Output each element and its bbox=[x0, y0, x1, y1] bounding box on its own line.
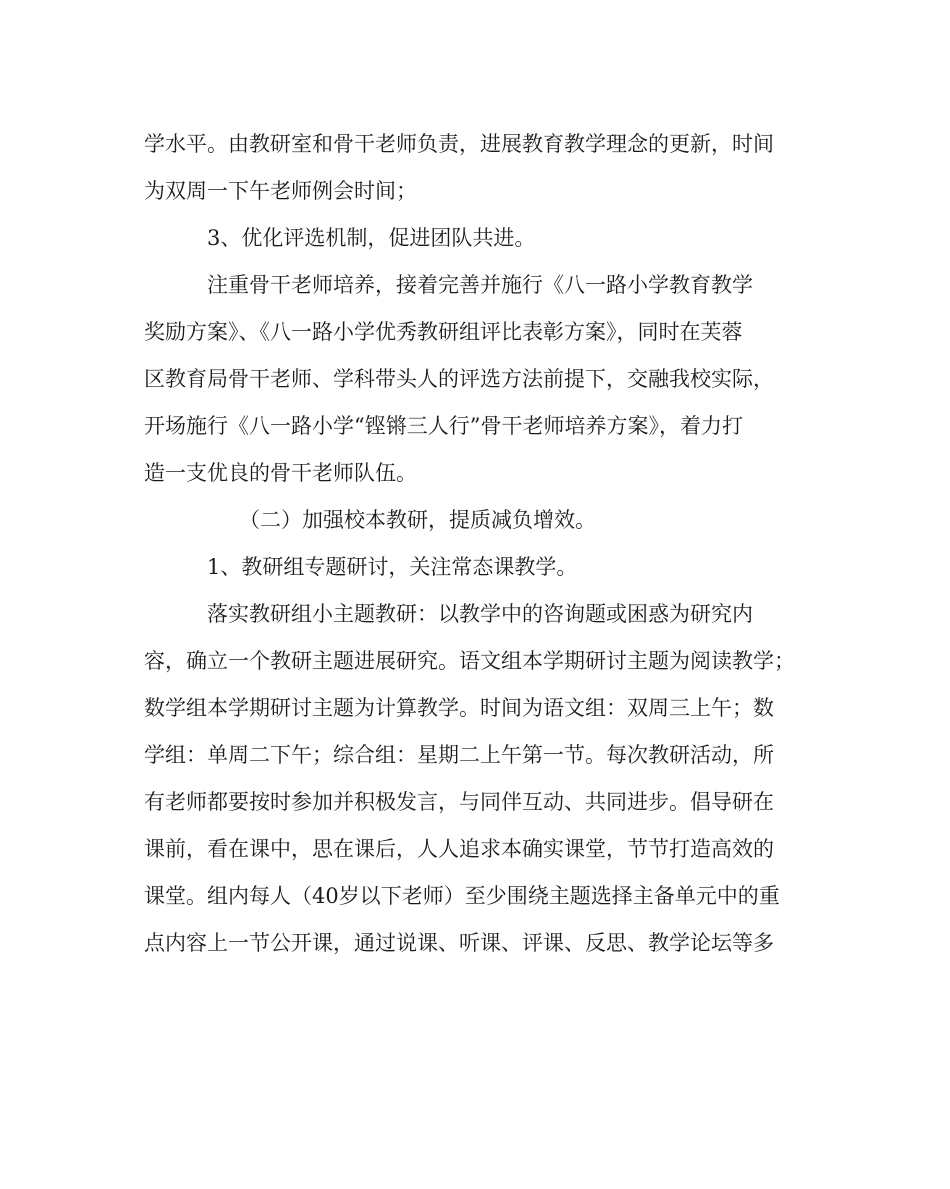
paragraph-line: 课堂。组内每人（40岁以下老师）至少围绕主题选择主备单元中的重 bbox=[144, 884, 780, 908]
paragraph-line: 容，确立一个教研主题进展研究。语文组本学期研讨主题为阅读教学； bbox=[144, 649, 795, 673]
paragraph-line: 区教育局骨干老师、学科带头人的评选方法前提下，交融我校实际， bbox=[144, 367, 774, 391]
section-subheading: 3、优化评选机制，促进团队共进。 bbox=[207, 226, 536, 250]
paragraph-line: 数学组本学期研讨主题为计算教学。时间为语文组：双周三上午；数 bbox=[144, 696, 774, 720]
section-subheading: 1、教研组专题研讨，关注常态课教学。 bbox=[207, 555, 578, 579]
paragraph-line: 落实教研组小主题教研：以教学中的咨询题或困惑为研究内 bbox=[207, 602, 753, 626]
document-body bbox=[144, 121, 808, 967]
paragraph-line: 有老师都要按时参加并积极发言，与同伴互动、共同进步。倡导研在 bbox=[144, 790, 774, 814]
section-heading: （二）加强校本教研，提质减负增效。 bbox=[239, 508, 596, 532]
paragraph-line: 学水平。由教研室和骨干老师负责，进展教育教学理念的更新，时间 bbox=[144, 132, 774, 156]
paragraph-line: 奖励方案》、《八一路小学优秀教研组评比表彰方案》，同时在芙蓉 bbox=[144, 320, 743, 344]
paragraph-line: 课前，看在课中，思在课后，人人追求本确实课堂，节节打造高效的 bbox=[144, 837, 774, 861]
paragraph-line: 注重骨干老师培养，接着完善并施行《八一路小学教育教学 bbox=[207, 273, 753, 297]
paragraph-line: 造一支优良的骨干老师队伍。 bbox=[144, 461, 417, 485]
paragraph-line: 为双周一下午老师例会时间； bbox=[144, 179, 417, 203]
paragraph-line: 学组：单周二下午；综合组：星期二上午第一节。每次教研活动，所 bbox=[144, 743, 774, 767]
paragraph-line: 点内容上一节公开课，通过说课、听课、评课、反思、教学论坛等多 bbox=[144, 931, 774, 955]
paragraph-line: 开场施行《八一路小学“铿锵三人行”骨干老师培养方案》，着力打 bbox=[144, 414, 743, 438]
